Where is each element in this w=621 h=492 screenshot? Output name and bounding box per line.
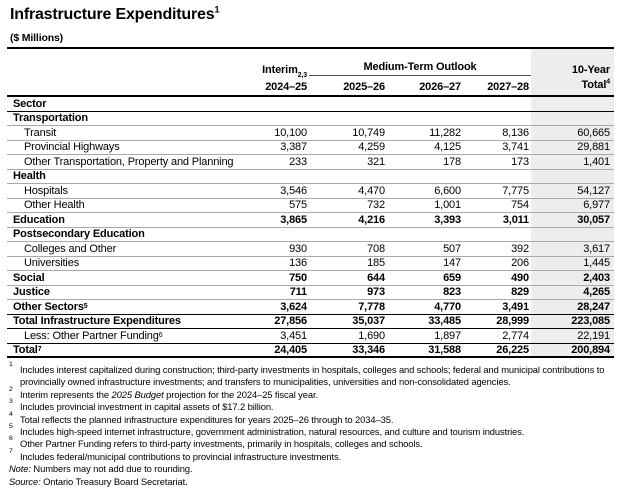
- footnote: 1 Includes interest capitalized during construction; third-party investments in hospitals, colleges and schools; federal and municipal contributions to provincially owned infrastructure investments; and transfers to municipalities, universities and non-consolidated agencies.: [9, 361, 605, 388]
- cell-value: [531, 112, 614, 126]
- units-subtitle: ($ Millions): [7, 32, 614, 49]
- cell-value: [387, 228, 463, 242]
- table-row: [7, 329, 614, 344]
- cell-value: 6,977: [531, 199, 614, 213]
- cell-value: 8,136: [502, 126, 529, 139]
- cell-value: 321: [367, 155, 385, 168]
- cell-value: 27,856: [274, 315, 307, 328]
- cell-value: 54,127: [531, 184, 614, 198]
- cell-value: [309, 97, 387, 111]
- cell-value: [309, 170, 387, 184]
- cell-value: [531, 228, 614, 242]
- row-label: Universities: [24, 257, 80, 270]
- row-label: Social: [13, 271, 45, 284]
- cell-value: 2,774: [502, 329, 529, 342]
- cell-value: 3,865: [280, 213, 307, 226]
- cell-value: 3,393: [434, 213, 461, 226]
- cell-value: 732: [367, 199, 385, 212]
- cell-value: 754: [511, 199, 529, 212]
- row-label: Transportation: [13, 112, 88, 125]
- row-label: Sector: [13, 97, 47, 110]
- cell-value: [242, 228, 309, 242]
- footnote-text: Ontario Treasury Board Secretariat.: [40, 475, 188, 487]
- footnotes: [7, 361, 614, 488]
- cell-value: 26,225: [496, 343, 529, 356]
- note-line: [7, 463, 614, 475]
- row-label: Postsecondary Education: [13, 228, 145, 241]
- row-label: Education: [13, 213, 65, 226]
- cell-value: 3,011: [502, 213, 529, 226]
- row-label: Total Infrastructure Expenditures: [13, 315, 181, 328]
- row-label: Other Transportation, Property and Planning: [24, 155, 234, 168]
- table-row: [7, 126, 614, 141]
- footnote-text: Total reflects the planned infrastructure expenditures for years 2025–26 through to 2034–35.: [20, 413, 394, 425]
- cell-value: 1,401: [531, 155, 614, 169]
- cell-value: 4,470: [358, 184, 385, 197]
- cell-value: [463, 97, 531, 111]
- cell-value: 136: [289, 257, 307, 270]
- cell-value: 173: [511, 155, 529, 168]
- cell-value: [463, 112, 531, 126]
- footnote-text: Other Partner Funding refers to third-party investments, primarily in hospitals, colleges and schools.: [20, 438, 423, 450]
- cell-value: [531, 170, 614, 184]
- col-header-10year-total: 10-Year Total$^4$: [531, 49, 614, 95]
- cell-value: 4,265: [531, 286, 614, 300]
- cell-value: 1,445: [531, 257, 614, 271]
- col-header-year-2024-25: 2024–25: [265, 81, 307, 93]
- cell-value: [463, 170, 531, 184]
- cell-value: 24,405: [274, 343, 307, 356]
- cell-value: 10,100: [274, 126, 307, 139]
- cell-value: [387, 97, 463, 111]
- cell-value: 3,546: [280, 184, 307, 197]
- row-label: Justice: [13, 286, 50, 299]
- cell-value: [531, 97, 614, 111]
- cell-value: 3,617: [531, 242, 614, 256]
- cell-value: 223,085: [531, 315, 614, 329]
- cell-value: 7,778: [358, 300, 385, 313]
- footnote-italic-text: Source:: [9, 475, 41, 487]
- cell-value: 2,403: [531, 271, 614, 285]
- table-row: [7, 242, 614, 257]
- cell-value: [463, 228, 531, 242]
- cell-value: 11,282: [429, 126, 461, 139]
- row-label: Less: Other Partner Funding 6: [24, 329, 163, 342]
- cell-value: 490: [511, 271, 529, 284]
- table-row: [7, 141, 614, 156]
- footnote: 6 Other Partner Funding refers to third-party investments, primarily in hospitals, colleges and schools.: [9, 435, 423, 450]
- cell-value: 28,999: [496, 315, 529, 328]
- cell-value: [387, 170, 463, 184]
- table-row: [7, 97, 614, 112]
- cell-value: 3,624: [280, 300, 307, 313]
- cell-value: 3,741: [502, 141, 529, 154]
- row-label: Health: [13, 170, 46, 183]
- cell-value: 829: [511, 286, 529, 299]
- footnote-text: Includes high-speed internet infrastructure, government administration, natural resources, and culture and tourism industries.: [20, 426, 525, 438]
- footnote-text: Includes interest capitalized during construction; third-party investments in hospitals, colleges and schools; federal and municipal contributions to provincially owned infrastructure investments; and transfers to municipalities, universities and non-consolidated agencies.: [20, 364, 605, 388]
- col-header-interim: Interim 2,3: [262, 64, 307, 79]
- footnote-text: Includes provincial investment in capital assets of $17.2 billion.: [20, 401, 274, 413]
- cell-value: 3,451: [280, 329, 307, 342]
- note-line: [7, 476, 614, 488]
- cell-value: 29,881: [531, 141, 614, 155]
- footnote: 2 Interim represents the 2025 Budget projection for the 2024–25 fiscal year.: [9, 385, 319, 400]
- cell-value: 644: [367, 271, 385, 284]
- expenditure-table: [7, 49, 614, 358]
- cell-value: 1,690: [358, 329, 385, 342]
- table-row: [7, 184, 614, 199]
- row-label: Provincial Highways: [24, 141, 120, 154]
- cell-value: 35,037: [352, 315, 385, 328]
- cell-value: [242, 112, 309, 126]
- cell-value: 823: [443, 286, 461, 299]
- cell-value: 200,894: [531, 344, 614, 357]
- cell-value: 22,191: [531, 329, 614, 343]
- title-footnote-marker: 1: [214, 4, 220, 15]
- table-row: [7, 228, 614, 243]
- row-label: Transit: [24, 126, 57, 139]
- row-label: Other Sectors 5: [13, 300, 88, 313]
- cell-value: [309, 228, 387, 242]
- footnote-italic-text: 2025 Budget: [111, 388, 164, 400]
- table-row: [7, 300, 614, 315]
- cell-value: 7,775: [502, 184, 529, 197]
- table-row: [7, 271, 614, 286]
- table-row: [7, 257, 614, 272]
- cell-value: 60,665: [531, 126, 614, 140]
- cell-value: 3,387: [280, 141, 307, 154]
- cell-value: 233: [289, 155, 307, 168]
- table-row: [7, 170, 614, 185]
- footnote-text: projection for the 2024–25 fiscal year.: [163, 388, 319, 400]
- cell-value: 750: [289, 271, 307, 284]
- footnote-text: Interim represents the: [20, 388, 112, 400]
- cell-value: 575: [289, 199, 307, 212]
- col-header-year-2026-27: 2026–27: [419, 81, 461, 93]
- table-row: [7, 199, 614, 214]
- cell-value: 1,897: [434, 329, 461, 342]
- footnote-italic-text: Note:: [9, 463, 31, 475]
- cell-value: 3,491: [502, 300, 529, 313]
- cell-value: 711: [289, 286, 307, 299]
- table-row: [7, 286, 614, 301]
- cell-value: [387, 112, 463, 126]
- cell-value: 10,749: [352, 126, 385, 139]
- table-header: [7, 49, 614, 97]
- cell-value: 178: [443, 155, 461, 168]
- footnote: 7 Includes federal/municipal contributions to provincial infrastructure investments.: [9, 447, 342, 462]
- cell-value: 4,216: [358, 213, 385, 226]
- cell-value: 33,346: [352, 343, 385, 356]
- cell-value: 4,125: [434, 141, 461, 154]
- cell-value: 973: [367, 286, 385, 299]
- cell-value: 147: [443, 257, 461, 270]
- row-label: Total 7: [13, 343, 42, 356]
- cell-value: 659: [443, 271, 461, 284]
- row-label: Hospitals: [24, 184, 68, 197]
- cell-value: 930: [289, 242, 307, 255]
- table-row: [7, 344, 614, 359]
- cell-value: 708: [367, 242, 385, 255]
- table-row: [7, 213, 614, 228]
- table-body: [7, 97, 614, 358]
- row-label: Other Health: [24, 199, 85, 212]
- cell-value: 4,259: [358, 141, 385, 154]
- table-row: [7, 155, 614, 170]
- row-label: Colleges and Other: [24, 242, 117, 255]
- cell-value: [309, 112, 387, 126]
- cell-value: 6,600: [434, 184, 461, 197]
- table-row: [7, 112, 614, 127]
- cell-value: 507: [443, 242, 461, 255]
- cell-value: 31,588: [428, 343, 461, 356]
- cell-value: 206: [511, 257, 529, 270]
- cell-value: 392: [511, 242, 529, 255]
- cell-value: 33,485: [428, 315, 461, 328]
- footnote-text: Numbers may not add due to rounding.: [30, 463, 193, 475]
- cell-value: 28,247: [531, 300, 614, 314]
- footnote: 3 Includes provincial investment in capital assets of $17.2 billion.: [9, 398, 274, 413]
- cell-value: 4,770: [434, 300, 461, 313]
- cell-value: 1,001: [434, 199, 461, 212]
- total-footnote-marker: 4: [606, 78, 610, 86]
- footnote-text: Includes federal/municipal contributions to provincial infrastructure investments.: [20, 450, 342, 462]
- col-header-medium-term-outlook: Medium-Term Outlook: [309, 49, 531, 76]
- cell-value: 30,057: [531, 213, 614, 227]
- col-header-year-2025-26: 2025–26: [343, 81, 385, 93]
- cell-value: [242, 97, 309, 111]
- cell-value: [242, 170, 309, 184]
- page-title: Infrastructure Expenditures$^1$: [10, 4, 220, 23]
- cell-value: 185: [367, 257, 385, 270]
- footnote: 5 Includes high-speed internet infrastructure, government administration, natural resources, and culture and tourism industries.: [9, 423, 525, 438]
- col-header-year-2027-28: 2027–28: [487, 81, 529, 93]
- footnote: 4 Total reflects the planned infrastructure expenditures for years 2025–26 through to 2034–35.: [9, 410, 394, 425]
- table-row: [7, 315, 614, 330]
